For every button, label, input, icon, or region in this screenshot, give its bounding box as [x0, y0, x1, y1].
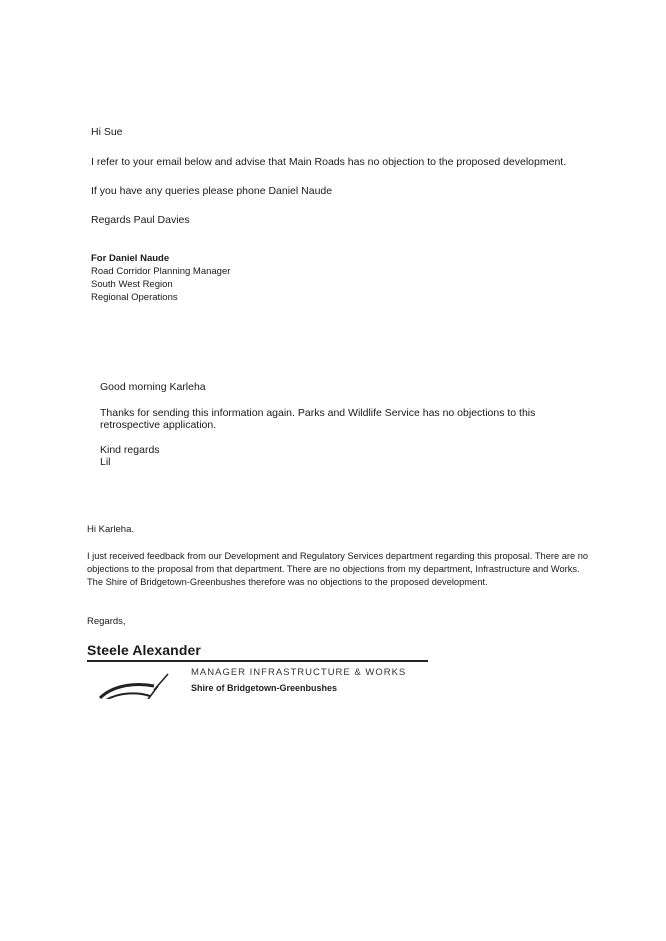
shire-signature-position: MANAGER INFRASTRUCTURE & WORKS [191, 667, 407, 678]
signature-divider [87, 660, 428, 662]
shire-closing: Regards, [87, 616, 126, 627]
signature-title: Road Corridor Planning Manager [91, 266, 231, 277]
parks-body-line2: retrospective application. [100, 419, 217, 431]
signature-region: South West Region [91, 279, 173, 290]
shire-greeting: Hi Karleha. [87, 524, 134, 535]
signature-for-name: For Daniel Naude [91, 253, 170, 264]
signature-crop-edge [80, 699, 440, 711]
shire-swoosh-logo [98, 668, 174, 702]
shire-body: I just received feedback from our Development and Regulatory Services department regarding this proposal. There are no objections to the proposal from that department. There are no objections from my department, Infrastructure and Works. The Shire of Bridgetown-Greenbushes therefore was no objections to the proposed development. [87, 551, 589, 587]
main-roads-queries: If you have any queries please phone Daniel Naude [91, 185, 333, 197]
parks-greeting: Good morning Karleha [100, 381, 206, 393]
parks-body-line1: Thanks for sending this information again. Parks and Wildlife Service has no objections to this [100, 407, 536, 419]
main-roads-regards: Regards Paul Davies [91, 214, 190, 226]
shire-signature-name: Steele Alexander [87, 642, 201, 658]
shire-signature-organisation: Shire of Bridgetown-Greenbushes [191, 683, 338, 693]
parks-sender-name: Lil [100, 456, 111, 468]
parks-closing: Kind regards [100, 444, 160, 456]
main-roads-body: I refer to your email below and advise that Main Roads has no objection to the proposed development. [91, 156, 567, 168]
signature-unit: Regional Operations [91, 292, 178, 303]
main-roads-greeting: Hi Sue [91, 126, 123, 138]
